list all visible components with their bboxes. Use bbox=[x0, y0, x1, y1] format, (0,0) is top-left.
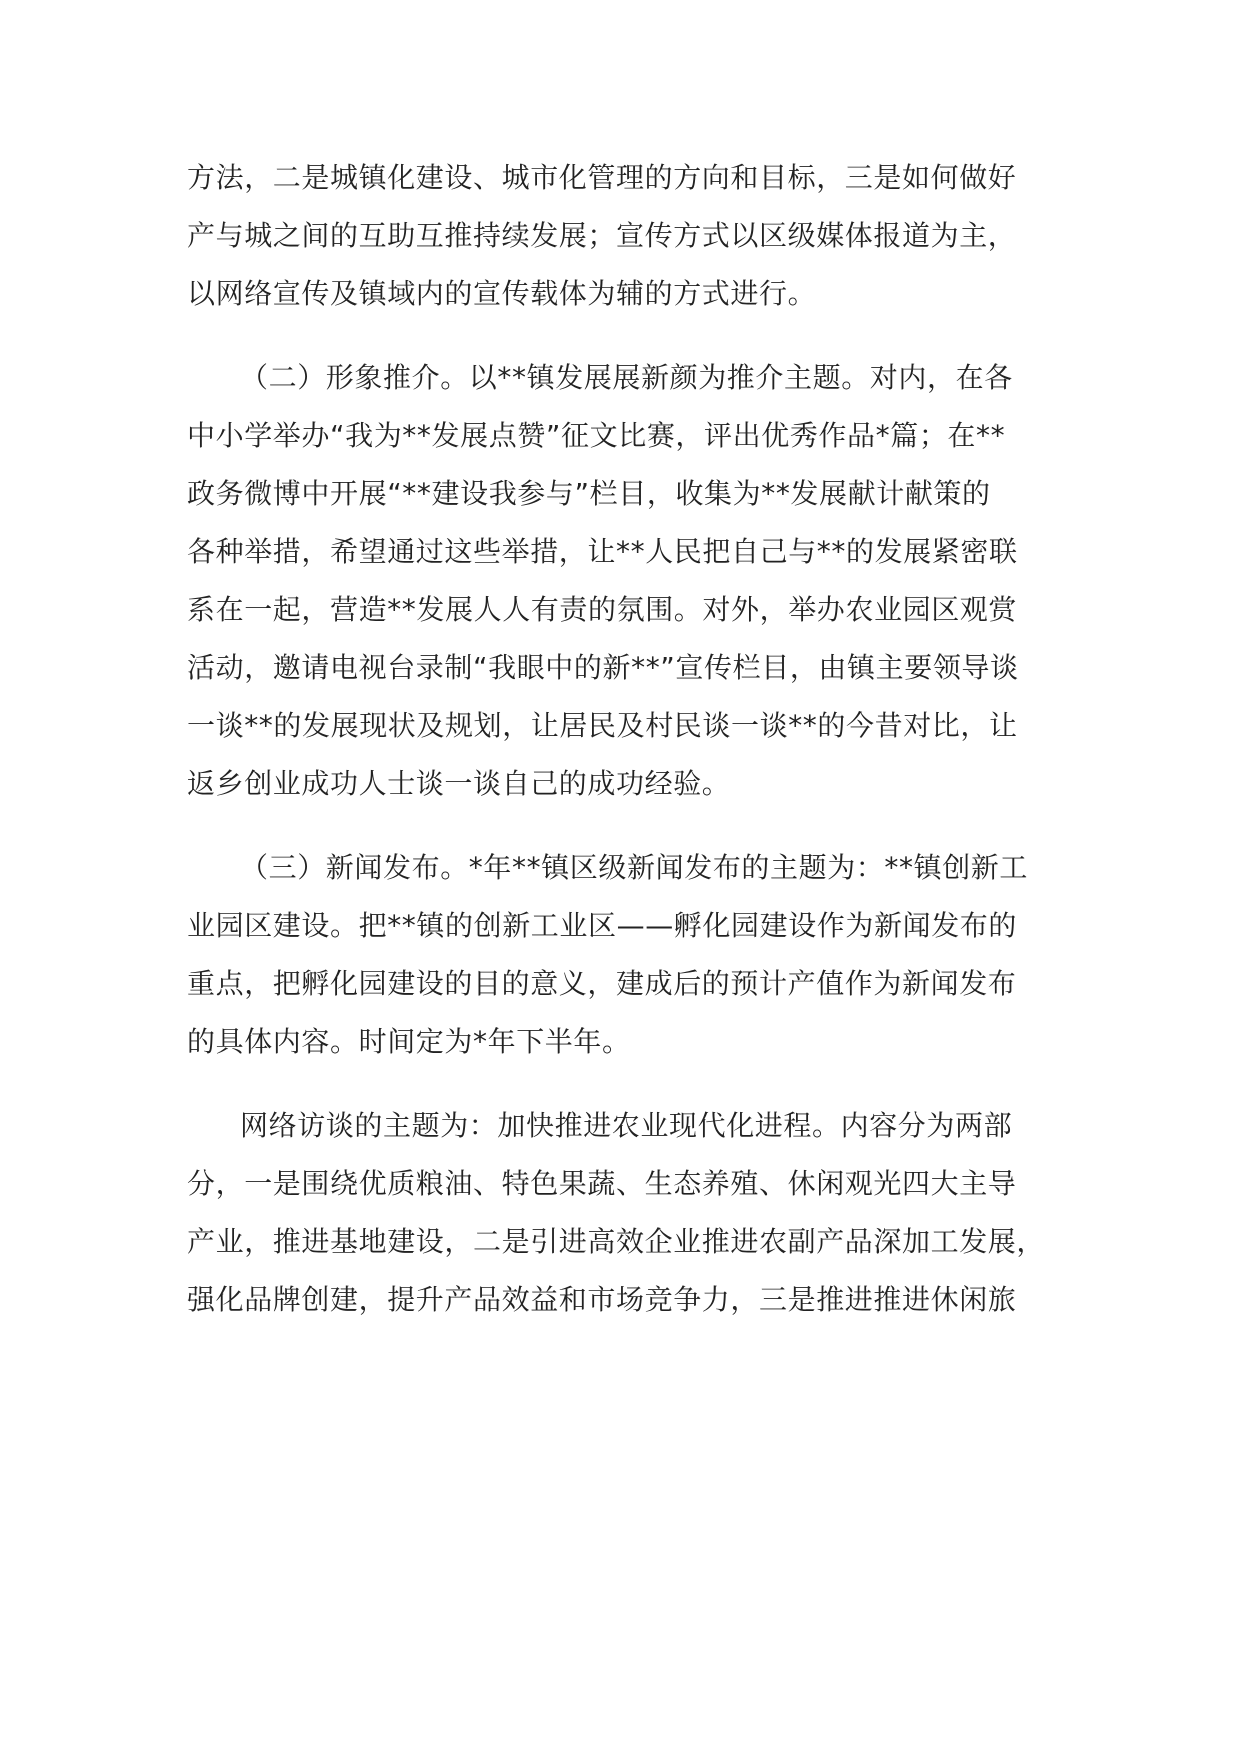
paragraph-line: 重点，把孵化园建设的目的意义，建成后的预计产值作为新闻发布 bbox=[187, 967, 1017, 1000]
paragraph-line: 业园区建设。把**镇的创新工业区——孵化园建设作为新闻发布的 bbox=[187, 909, 1018, 942]
paragraph-line: 方法，二是城镇化建设、城市化管理的方向和目标，三是如何做好 bbox=[187, 161, 1017, 194]
paragraph-line: 产与城之间的互助互推持续发展；宣传方式以区级媒体报道为主， bbox=[187, 219, 1017, 252]
paragraph-line: （二）形象推介。以**镇发展展新颜为推介主题。对内，在各 bbox=[240, 361, 1013, 394]
paragraph-line: （三）新闻发布。*年**镇区级新闻发布的主题为：**镇创新工 bbox=[240, 851, 1029, 884]
paragraph-line: 分，一是围绕优质粮油、特色果蔬、生态养殖、休闲观光四大主导 bbox=[187, 1167, 1017, 1200]
paragraph-line: 返乡创业成功人士谈一谈自己的成功经验。 bbox=[187, 767, 731, 800]
paragraph-line: 中小学举办“我为**发展点赞”征文比赛，评出优秀作品*篇；在** bbox=[187, 419, 1006, 452]
paragraph-line: 产业，推进基地建设，二是引进高效企业推进农副产品深加工发展， bbox=[187, 1225, 1046, 1258]
paragraph-line: 活动，邀请电视台录制“我眼中的新**”宣传栏目，由镇主要领导谈 bbox=[187, 651, 1019, 684]
paragraph-line: 以网络宣传及镇域内的宣传载体为辅的方式进行。 bbox=[187, 277, 817, 310]
paragraph-line: 政务微博中开展“**建设我参与”栏目，收集为**发展献计献策的 bbox=[187, 477, 991, 510]
paragraph-line: 一谈**的发展现状及规划，让居民及村民谈一谈**的今昔对比，让 bbox=[187, 709, 1018, 742]
paragraph-line: 网络访谈的主题为：加快推进农业现代化进程。内容分为两部 bbox=[240, 1109, 1013, 1142]
paragraph-line: 的具体内容。时间定为*年下半年。 bbox=[187, 1025, 631, 1058]
paragraph-line: 系在一起，营造**发展人人有责的氛围。对外，举办农业园区观赏 bbox=[187, 593, 1018, 626]
paragraph-line: 各种举措，希望通过这些举措，让**人民把自己与**的发展紧密联 bbox=[187, 535, 1018, 568]
paragraph-line: 强化品牌创建，提升产品效益和市场竞争力，三是推进推进休闲旅 bbox=[187, 1283, 1017, 1316]
